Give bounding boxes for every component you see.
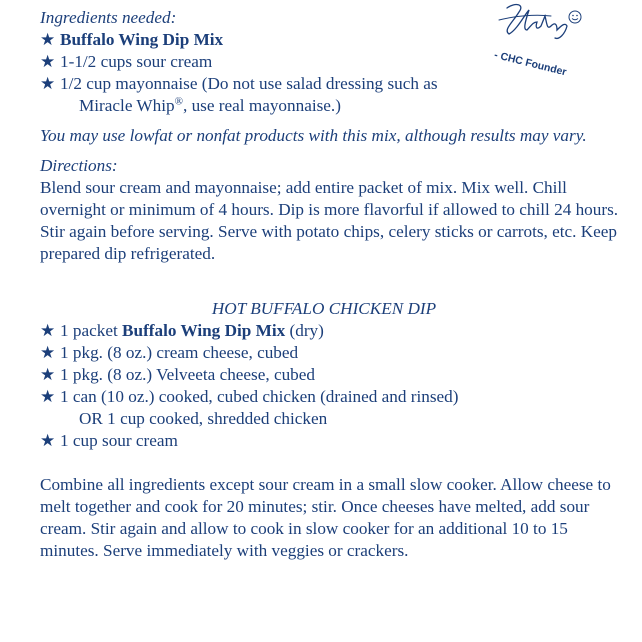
recipe-card [40,7,630,562]
star-icon: ★ [40,321,56,340]
directions-heading: Directions: [40,156,118,175]
signature-caption: - CHC Founder [492,48,568,79]
recipe-ingredient: ★ 1 pkg. (8 oz.) cream cheese, cubed [40,343,299,362]
recipe-ingredient: ★ 1 pkg. (8 oz.) Velveeta cheese, cubed [40,365,315,384]
star-icon: ★ [40,365,56,384]
star-icon: ★ [40,343,56,362]
star-icon: ★ [40,431,56,450]
star-icon: ★ [40,30,56,49]
star-icon: ★ [40,74,56,93]
ingredient-item: ★ Buffalo Wing Dip Mix [40,30,224,49]
recipe-ingredient: ★ 1 can (10 oz.) cooked, cubed chicken (drained and rinsed) [40,387,459,406]
lowfat-note: You may use lowfat or nonfat products with this mix, although results may vary. [40,126,587,145]
recipe-title: HOT BUFFALO CHICKEN DIP [211,299,437,318]
ingredient-continuation: Miracle Whip®, use real mayonnaise.) [79,95,341,115]
recipe-instructions: Combine all ingredients except sour cream in a small slow cooker. Allow cheese to melt together and cook for 20 minutes; stir. Once cheeses have melted, add sour cream. Stir again and allow to cook in slow cooker for an additional 10 to 15 minutes. Serve immediately with veggies or crackers. [40,475,611,560]
star-icon: ★ [40,52,56,71]
star-icon: ★ [40,387,56,406]
recipe-ingredient: ★ 1 packet Buffalo Wing Dip Mix (dry) [40,321,324,340]
ingredient-item: ★ 1-1/2 cups sour cream [40,52,213,71]
directions-text: Blend sour cream and mayonnaise; add entire packet of mix. Mix well. Chill overnight or minimum of 4 hours. Dip is more flavorful if allowed to chill 24 hours. Stir again before serving. Serve with potato chips, celery sticks or carrots, etc. Keep prepared dip refrigerated. [40,178,619,263]
ingredient-item: ★ 1/2 cup mayonnaise (Do not use salad dressing such as [40,74,438,93]
recipe-ingredient: ★ 1 cup sour cream [40,431,178,450]
chicken-alternative: OR 1 cup cooked, shredded chicken [79,409,328,428]
ingredients-heading: Ingredients needed: [40,8,177,27]
